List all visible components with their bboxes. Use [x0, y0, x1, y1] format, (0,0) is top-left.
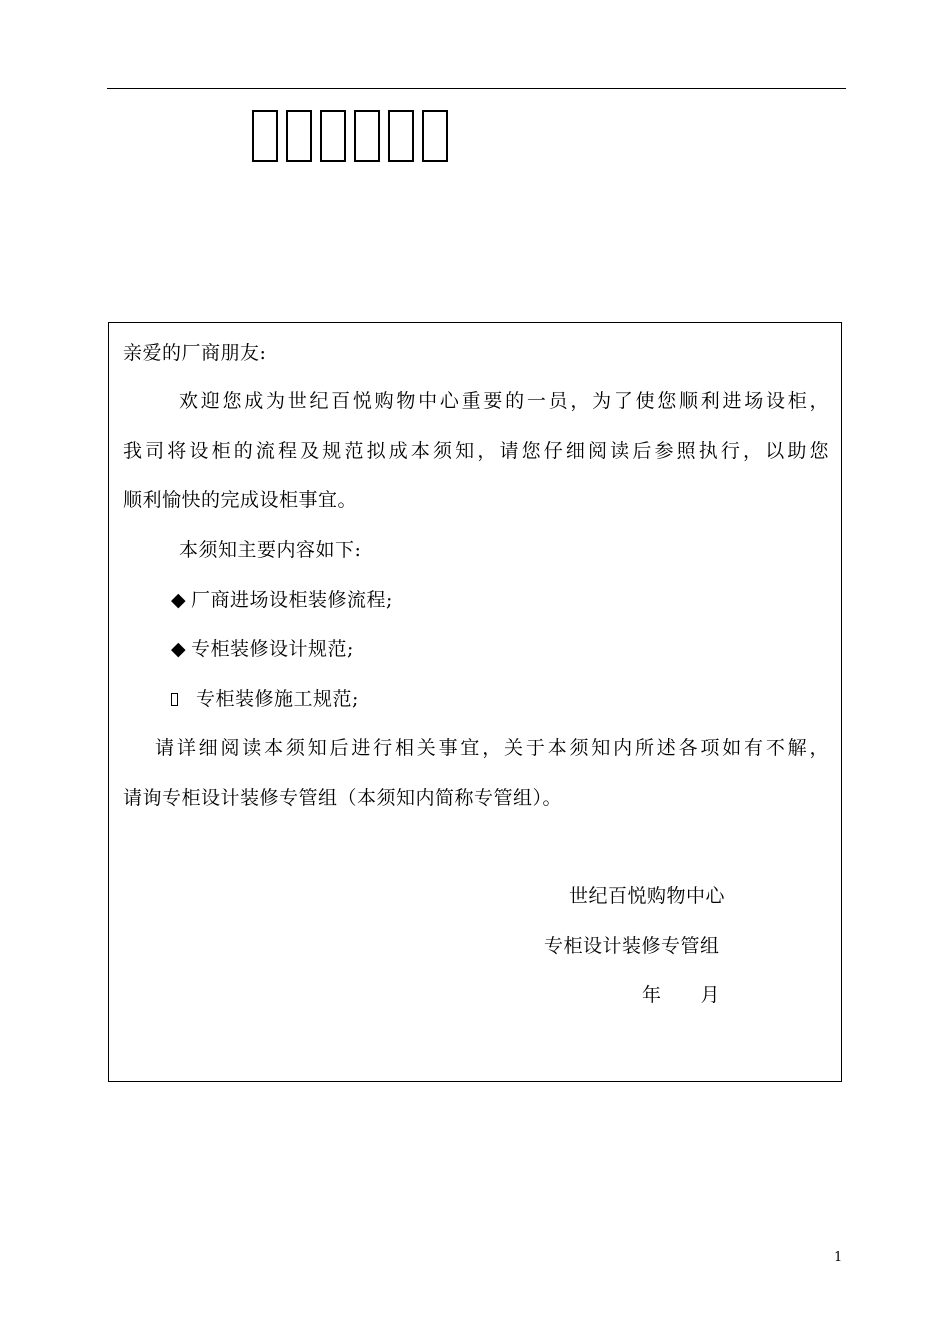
closing-line-1: 请详细阅读本须知后进行相关事宜，关于本须知内所述各项如有不解，: [155, 737, 829, 759]
greeting: 亲爱的厂商朋友:: [123, 342, 267, 364]
closing-line-2: 请询专柜设计装修专管组（本须知内简称专管组）。: [123, 787, 563, 809]
document-title: [252, 110, 448, 162]
title-glyph-box: [252, 110, 278, 162]
missing-glyph-icon: [171, 693, 178, 706]
intro-line-2: 我司将设柜的流程及规范拟成本须知，请您仔细阅读后参照执行，以助您: [123, 440, 829, 462]
header-rule: [107, 88, 846, 89]
page-number: 1: [834, 1250, 843, 1265]
signature-date: 年 月: [642, 984, 721, 1006]
diamond-bullet-icon: ◆: [171, 638, 187, 660]
title-glyph-box: [422, 110, 448, 162]
signature-organization: 世纪百悦购物中心: [569, 885, 726, 907]
intro-line-1: 欢迎您成为世纪百悦购物中心重要的一员，为了使您顺利进场设柜，: [179, 390, 829, 412]
title-glyph-box: [320, 110, 346, 162]
list-item-label: 专柜装修设计规范;: [191, 638, 354, 660]
list-item: [171, 588, 393, 612]
list-item: [171, 687, 359, 711]
list-item-label: 厂商进场设柜装修流程;: [191, 589, 393, 611]
title-glyph-box: [286, 110, 312, 162]
title-glyph-box: [388, 110, 414, 162]
intro-line-3: 顺利愉快的完成设柜事宜。: [123, 489, 358, 511]
title-glyph-box: [354, 110, 380, 162]
notice-box: [108, 322, 842, 1082]
diamond-bullet-icon: ◆: [171, 589, 187, 611]
list-item-label: 专柜装修施工规范;: [196, 688, 359, 710]
list-item: [171, 637, 354, 661]
contents-heading: 本须知主要内容如下:: [179, 539, 362, 561]
signature-group: 专柜设计装修专管组: [544, 935, 720, 957]
